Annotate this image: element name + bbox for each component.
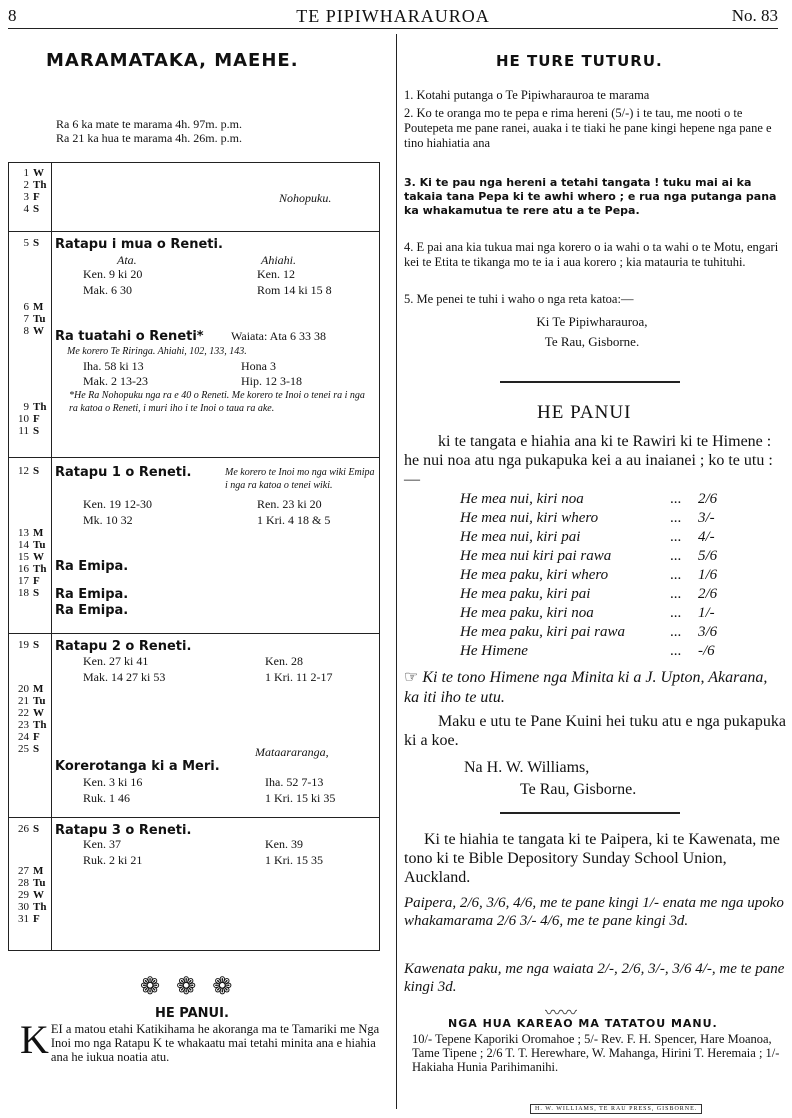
reading: 1 Kri. 15 ki 35 [265, 791, 336, 805]
reading: Ken. 28 [265, 654, 303, 668]
calendar-day-row [9, 539, 51, 551]
price-dots: ... [670, 624, 682, 640]
price-item: He mea paku, kiri whero [460, 567, 609, 583]
day-number: 22 [18, 707, 29, 719]
reading: Ken. 39 [265, 837, 303, 851]
weekday-letter: Th [33, 901, 47, 913]
calendar-day-row [9, 877, 51, 889]
weekday-letter: Th [33, 563, 47, 575]
lent-note: *He Ra Nohopuku nga ra e 40 o Reneti. Me korero te Inoi o tenei ra i nga ra katoa o Reneti, i muri iho i te Inoi o taua ra ake. [69, 390, 365, 414]
day-number: 17 [18, 575, 29, 587]
maku-text: Maku e utu te Pane Kuini hei tuku atu e nga pukapuka ki a koe. [404, 713, 786, 749]
page-number: 8 [8, 6, 17, 25]
calendar-title: MARAMATAKA, MAEHE. [46, 50, 299, 71]
waiata: Waiata: Ata 6 33 38 [231, 329, 327, 343]
kawenata-prices: Kawenata paku, me nga waiata 2/-, 2/6, 3/-, 3/6 4/-, me te pane kingi 3d. [404, 961, 785, 995]
signature-2: Te Rau, Gisborne. [520, 781, 637, 798]
calendar-day-row [9, 719, 51, 731]
weekday-letter: M [33, 683, 44, 695]
reading: Iha. 58 ki 13 [83, 359, 144, 373]
weekday-letter: F [33, 731, 40, 743]
price-item: He mea nui kiri pai rawa [460, 548, 612, 564]
calendar-day-row [9, 325, 51, 337]
reading: Ken. 3 ki 16 [83, 775, 143, 789]
day-number: 7 [23, 313, 29, 325]
price-dots: ... [670, 548, 682, 564]
price-item: He mea nui, kiri whero [460, 510, 599, 526]
price-value: 5/6 [698, 548, 718, 564]
price-dots: ... [670, 605, 682, 621]
day-number: 20 [18, 683, 29, 695]
price-row [460, 528, 730, 546]
calendar-day-row [9, 575, 51, 587]
day-number: 29 [18, 889, 29, 901]
calendar-day-row [9, 413, 51, 425]
calendar-day-row [9, 743, 51, 755]
entry-ratapu-2: Ratapu 2 o Reneti. [55, 639, 192, 654]
calendar-day-row [9, 179, 51, 191]
reading: 1 Kri. 15 35 [265, 853, 323, 867]
calendar-day-row [9, 587, 51, 599]
reading: Ruk. 2 ki 21 [83, 853, 143, 867]
ra-emipa: Ra Emipa. [55, 587, 129, 602]
weekday-letter: S [33, 425, 40, 437]
day-number: 30 [18, 901, 29, 913]
ture-address-1: Ki Te Pipiwharauroa, [536, 314, 648, 329]
weekday-letter: W [33, 889, 44, 901]
day-number: 18 [18, 587, 29, 599]
price-row [460, 490, 730, 508]
day-number: 28 [18, 877, 29, 889]
entry-note: Me korero te Inoi mo nga wiki Emipa i nga ra katoa o tenei wiki. [225, 467, 375, 491]
reading: Ken. 12 [257, 267, 295, 281]
entry-note: Me korero Te Riringa. Ahiahi, 102, 133, 143. [67, 346, 247, 357]
weekday-letter: S [33, 203, 40, 215]
paipera-intro: Ki te hiahia te tangata ki te Paipera, ki te Kawenata, me tono ki te Bible Depository Sunday School Union, Auckland. [404, 831, 780, 886]
hua-title: NGA HUA KAREAO MA TATATOU MANU. [448, 1017, 718, 1030]
price-value: 3/- [698, 510, 715, 526]
ra-emipa: Ra Emipa. [55, 559, 129, 574]
weekday-letter: W [33, 551, 44, 563]
calendar-day-row [9, 823, 51, 835]
weekday-letter: Th [33, 719, 47, 731]
divider [500, 812, 680, 814]
calendar-day-row [9, 465, 51, 477]
reading: Ken. 37 [83, 837, 121, 851]
week-separator [9, 231, 379, 232]
weekday-letter: S [33, 743, 40, 755]
calendar-day-row [9, 237, 51, 249]
entry-ra-tuatahi: Ra tuatahi o Reneti* [55, 329, 204, 344]
calendar-day-row [9, 707, 51, 719]
reading: Hip. 12 3-18 [241, 374, 302, 388]
ra-emipa: Ra Emipa. [55, 603, 129, 618]
day-number: 3 [23, 191, 29, 203]
price-value: -/6 [698, 643, 715, 659]
day-number: 6 [23, 301, 29, 313]
calendar-day-row [9, 167, 51, 179]
weekday-letter: W [33, 325, 44, 337]
weekday-letter: M [33, 301, 44, 313]
ture-title: HE TURE TUTURU. [496, 52, 663, 70]
weekday-letter: Tu [33, 695, 46, 707]
weekday-letter: S [33, 587, 40, 599]
moon-phase-1: Ra 6 ka mate te marama 4h. 97m. p.m. [56, 117, 242, 131]
week-separator [9, 817, 379, 818]
day-number: 31 [18, 913, 29, 925]
entry-ratapu-1: Ratapu 1 o Reneti. [55, 465, 192, 480]
weekday-letter: W [33, 167, 44, 179]
day-number: 12 [18, 465, 29, 477]
price-dots: ... [670, 491, 682, 507]
price-row [460, 585, 730, 603]
calendar-day-row [9, 425, 51, 437]
day-number: 13 [18, 527, 29, 539]
weekday-letter: M [33, 527, 44, 539]
calendar-day-row [9, 731, 51, 743]
reading: Rom 14 ki 15 8 [257, 283, 332, 297]
calendar-day-row [9, 203, 51, 215]
day-number: 2 [23, 179, 29, 191]
day-number: 19 [18, 639, 29, 651]
weekday-letter: Th [33, 179, 47, 191]
tono-text: ☞ Ki te tono Himene nga Minita ki a J. Upton, Akarana, ka iti iho te utu. [404, 669, 768, 706]
day-number: 25 [18, 743, 29, 755]
day-number: 9 [23, 401, 29, 413]
day-number: 11 [18, 425, 29, 437]
reading: Ken. 9 ki 20 [83, 267, 143, 281]
panui-right-title: HE PANUI [537, 402, 632, 423]
day-number: 10 [18, 413, 29, 425]
week-separator [9, 633, 379, 634]
hua-body: 10/- Tepene Kaporiki Oromahoe ; 5/- Rev. F. H. Spencer, Hare Moanoa, Tame Tipene ; 2/6 T. T. Herewhare, W. Mahanga, Hirini T. Heremaia ; 1/- Hakiaha Hunia Parihimanihi. [412, 1032, 780, 1074]
day-number: 21 [18, 695, 29, 707]
printer-imprint: H. W. WILLIAMS, TE RAU PRESS, GISBORNE. [530, 1104, 702, 1114]
price-dots: ... [670, 586, 682, 602]
calendar-table [8, 162, 380, 951]
calendar-day-row [9, 551, 51, 563]
calendar-day-row [9, 639, 51, 651]
weekday-letter: F [33, 575, 40, 587]
day-number: 5 [23, 237, 29, 249]
column-divider [396, 34, 397, 1109]
day-number: 15 [18, 551, 29, 563]
price-row [460, 566, 730, 584]
day-number: 26 [18, 823, 29, 835]
price-value: 4/- [698, 529, 715, 545]
price-value: 1/- [698, 605, 715, 621]
reading: Mak. 14 27 ki 53 [83, 670, 166, 684]
calendar-day-row [9, 301, 51, 313]
day-number: 4 [23, 203, 29, 215]
price-value: 2/6 [698, 586, 718, 602]
weekday-letter: F [33, 191, 40, 203]
ata-label: Ata. [117, 253, 137, 267]
weekday-letter: M [33, 865, 44, 877]
reading: Ruk. 1 46 [83, 791, 131, 805]
reading: 1 Kri. 4 18 & 5 [257, 513, 331, 527]
page-header [8, 4, 778, 29]
price-dots: ... [670, 529, 682, 545]
paipera-prices: Paipera, 2/6, 3/6, 4/6, me te pane kingi 1/- enata me nga upoko whakamarama 2/6 3/- 4/6, me te pane kingi 3d. [404, 895, 784, 929]
calendar-day-row [9, 901, 51, 913]
ture-address-2: Te Rau, Gisborne. [544, 334, 640, 349]
calendar-day-row [9, 191, 51, 203]
reading: Ken. 27 ki 41 [83, 654, 149, 668]
weekday-letter: Tu [33, 313, 46, 325]
price-row [460, 604, 730, 622]
nohopuku-label: Nohopuku. [279, 191, 332, 205]
panui-right-intro: ki te tangata e hiahia ana ki te Rawiri ki te Himene : he nui noa atu nga pukapuka kei a au inaianei ; ko te utu :— [404, 433, 773, 488]
weekday-letter: S [33, 237, 40, 249]
price-row [460, 642, 730, 660]
price-item: He mea paku, kiri noa [460, 605, 594, 621]
price-row [460, 547, 730, 565]
price-dots: ... [670, 567, 682, 583]
newspaper-title: TE PIPIWHARAUROA [296, 6, 490, 26]
calendar-day-row [9, 913, 51, 925]
day-number: 1 [23, 167, 29, 179]
day-number: 27 [18, 865, 29, 877]
ture-item-1: 1. Kotahi putanga o Te Pipiwharauroa te marama [404, 88, 650, 102]
mataararanga-label: Mataararanga, [255, 745, 329, 759]
ornament-icons [140, 972, 248, 1001]
pointing-hand-icon: ☞ [404, 669, 423, 686]
price-item: He mea paku, kiri pai [460, 586, 591, 602]
calendar-day-row [9, 683, 51, 695]
divider [500, 381, 680, 383]
price-value: 1/6 [698, 567, 718, 583]
weekday-letter: F [33, 413, 40, 425]
ture-item-4: 4. E pai ana kia tukua mai nga korero o ia wahi o ta wahi o te Motu, engari kei te Etita te tikanga mo te ia i aua korero ; kia matauria te tuhituhi. [404, 240, 779, 269]
reading: Mk. 10 32 [83, 513, 133, 527]
reading: Ren. 23 ki 20 [257, 497, 322, 511]
moon-phase-2: Ra 21 ka hua te marama 4h. 26m. p.m. [56, 131, 242, 145]
price-value: 2/6 [698, 491, 718, 507]
signature-1: Na H. W. Williams, [464, 759, 590, 776]
price-value: 3/6 [698, 624, 718, 640]
reading: Hona 3 [241, 359, 276, 373]
price-item: He mea paku, kiri pai rawa [460, 624, 625, 640]
calendar-day-row [9, 527, 51, 539]
day-number: 16 [18, 563, 29, 575]
entry-ratapu-3: Ratapu 3 o Reneti. [55, 823, 192, 838]
weekday-letter: Tu [33, 539, 46, 551]
price-row [460, 509, 730, 527]
reading: Mak. 2 13-23 [83, 374, 148, 388]
panui-left-body [20, 1017, 390, 1064]
reading: Mak. 6 30 [83, 283, 132, 297]
panui-left-title: HE PANUI. [155, 1006, 229, 1021]
flower-ornament-icon: ❁ [140, 974, 177, 1000]
calendar-day-row [9, 563, 51, 575]
issue-number: No. 83 [731, 6, 778, 25]
ture-item-2: 2. Ko te oranga mo te pepa e rima hereni (5/-) i te tau, me nooti o te Poutepeta me pane ranei, auaka i te tiaki he pane kingi hepene nga pane e tino hiahiatia ana [404, 106, 772, 150]
calendar-day-row [9, 401, 51, 413]
reading: Ken. 19 12-30 [83, 497, 152, 511]
price-item: He mea nui, kiri pai [460, 529, 581, 545]
price-item: He Himene [460, 643, 528, 659]
ture-item-3: 3. Ki te pau nga hereni a tetahi tangata ! tuku mai ai ka takaia tana Pepa ki te awhi whero ; e rua nga putanga pana ka whakamutua te rere atu a te Pepa. [404, 176, 777, 217]
entry-korerotanga: Korerotanga ki a Meri. [55, 759, 220, 774]
weekday-letter: Tu [33, 877, 46, 889]
weekday-letter: S [33, 639, 40, 651]
calendar-day-row [9, 889, 51, 901]
weekday-letter: S [33, 823, 40, 835]
price-dots: ... [670, 643, 682, 659]
calendar-day-row [9, 865, 51, 877]
ture-item-5: 5. Me penei te tuhi i waho o nga reta katoa:— [404, 292, 634, 306]
flower-ornament-icon: ❁ [212, 974, 249, 1000]
day-number: 24 [18, 731, 29, 743]
drop-cap: K [20, 1017, 49, 1062]
calendar-day-row [9, 313, 51, 325]
flower-ornament-icon: ❁ [176, 974, 213, 1000]
calendar-day-row [9, 695, 51, 707]
reading: 1 Kri. 11 2-17 [265, 670, 333, 684]
price-item: He mea nui, kiri noa [460, 491, 584, 507]
price-row [460, 623, 730, 641]
entry-ratapu-i-mua: Ratapu i mua o Reneti. [55, 237, 223, 252]
panui-left-text: EI a matou etahi Katikihama he akoranga ma te Tamariki me Nga Inoi mo nga Ratapu K te whakaatu mai tetahi minita ana e hiahia ana he iukua noatia atu. [50, 1022, 380, 1064]
day-number: 23 [18, 719, 29, 731]
day-number: 14 [18, 539, 29, 551]
week-separator [9, 457, 379, 458]
weekday-letter: F [33, 913, 40, 925]
price-dots: ... [670, 510, 682, 526]
reading: Iha. 52 7-13 [265, 775, 324, 789]
ahiahi-label: Ahiahi. [261, 253, 296, 267]
weekday-letter: Th [33, 401, 47, 413]
weekday-letter: S [33, 465, 40, 477]
day-number: 8 [23, 325, 29, 337]
flourish-icon: 〰〰 [545, 1005, 578, 1022]
weekday-letter: W [33, 707, 44, 719]
